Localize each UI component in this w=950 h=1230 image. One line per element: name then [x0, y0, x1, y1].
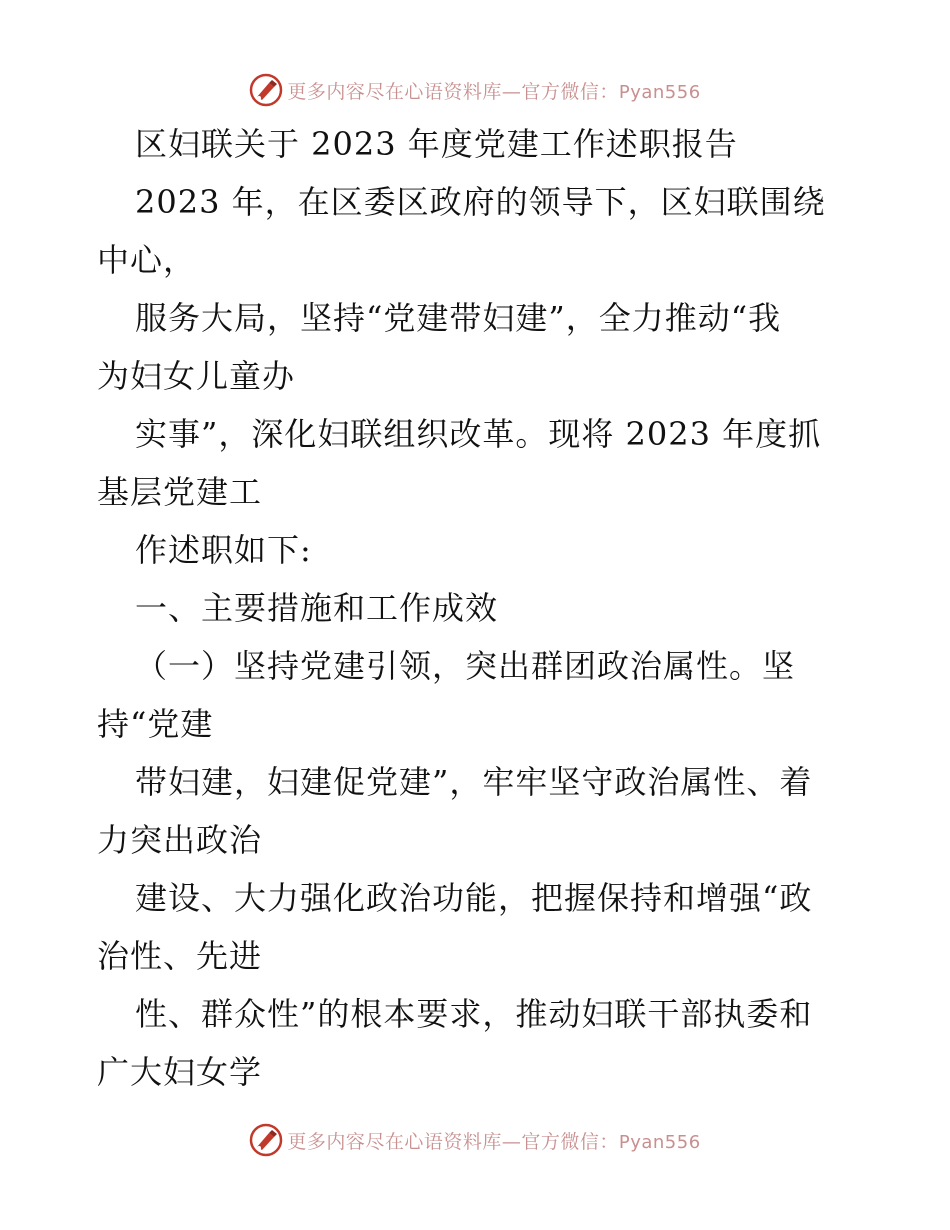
text-line: 作述职如下: — [135, 531, 312, 569]
text-line: 广大妇女学 — [97, 1053, 263, 1091]
watermark-text: 更多内容尽在心语资料库—官方微信：Pyan556 — [287, 80, 701, 103]
text-line: 中心， — [97, 241, 197, 279]
watermark-banner-top — [0, 70, 950, 110]
pen-logo-icon — [249, 73, 283, 107]
text-line: 为妇女儿童办 — [97, 357, 296, 395]
watermark-banner-bottom — [0, 1120, 950, 1160]
text-line: 2023 年，在区委区政府的领导下，区妇联围绕 — [135, 183, 826, 221]
text-line: 服务大局，坚持“党建带妇建”，全力推动“我 — [135, 299, 782, 337]
document-body — [97, 115, 867, 1101]
text-line: 力突出政治 — [97, 821, 263, 859]
watermark-text: 更多内容尽在心语资料库—官方微信：Pyan556 — [287, 1130, 701, 1153]
document-title: 区妇联关于 2023 年度党建工作述职报告 — [135, 125, 738, 163]
section-heading: 一、主要措施和工作成效 — [135, 589, 499, 627]
pen-logo-icon — [249, 1123, 283, 1157]
text-line: 建设、大力强化政治功能，把握保持和增强“政 — [135, 879, 813, 917]
text-line: 治性、先进 — [97, 937, 263, 975]
text-line: 带妇建，妇建促党建”，牢牢坚守政治属性、着 — [135, 763, 813, 801]
text-line: 实事”，深化妇联组织改革。现将 2023 年度抓 — [135, 415, 822, 453]
text-line: 持“党建 — [97, 705, 214, 743]
text-line: 性、群众性”的根本要求，推动妇联干部执委和 — [135, 995, 813, 1033]
text-line: （一）坚持党建引领，突出群团政治属性。坚 — [135, 647, 796, 685]
text-line: 基层党建工 — [97, 473, 263, 511]
